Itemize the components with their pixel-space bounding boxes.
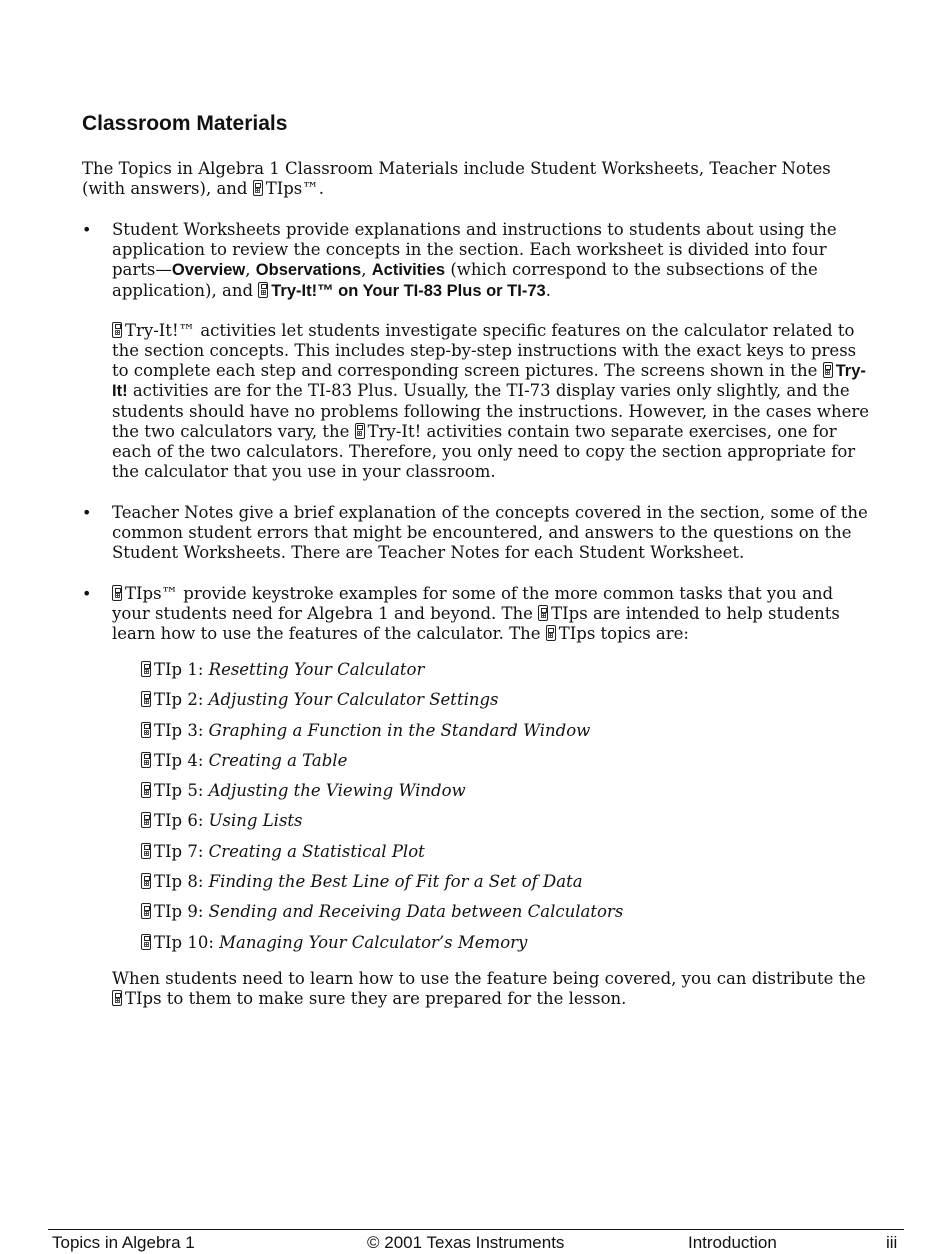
- worksheets-text-2: (which correspond to the subsections of the application), and: [112, 260, 818, 300]
- tryit-bold: Try-It!: [112, 362, 866, 401]
- list-item: TIp 2: Adjusting Your Calculator Settings: [141, 690, 841, 720]
- calculator-icon: [141, 661, 151, 677]
- intro-paragraph: [82, 159, 872, 199]
- footer-page-number: iii: [886, 1233, 898, 1252]
- bullet-dot: •: [82, 584, 92, 603]
- calculator-icon: [112, 322, 122, 338]
- calculator-icon: [141, 903, 151, 919]
- observations-term: Observations: [255, 261, 362, 280]
- calculator-icon: [141, 843, 151, 859]
- list-item: TIp 7: Creating a Statistical Plot: [141, 842, 841, 872]
- calculator-icon: [141, 782, 151, 798]
- list-item: TIp 4: Creating a Table: [141, 751, 841, 781]
- overview-term: Overview: [171, 261, 246, 280]
- calculator-icon: [258, 282, 268, 298]
- tips-text: TIps™ provide keystroke examples for some of the more common tasks that you and your students need for Algebra 1 and beyond. The: [112, 584, 834, 624]
- bullet-body: Teacher Notes give a brief explanation of the concepts covered in the section, some of the common student errors that might be encountered, and answers to the questions on the Student Worksheets. There are Teacher Notes for each Student Worksheet.: [112, 503, 868, 563]
- tips-text-3: TIps topics are:: [558, 624, 689, 644]
- tips-list: [141, 660, 841, 963]
- closing-text: When students need to learn how to use the feature being covered, you can distribute the: [112, 969, 866, 988]
- calculator-icon: [141, 873, 151, 889]
- bullet-dot: •: [82, 503, 92, 522]
- calculator-icon: [538, 605, 548, 621]
- activities-term: Activities: [371, 261, 446, 280]
- closing-paragraph: [112, 969, 872, 1009]
- bullet-dot: •: [82, 220, 92, 239]
- list-item: TIp 6: Using Lists: [141, 811, 841, 841]
- calculator-icon: [141, 691, 151, 707]
- footer-divider: [48, 1229, 904, 1230]
- calculator-icon: [141, 752, 151, 768]
- bullet-body: [112, 220, 872, 482]
- intro-text: The Topics in Algebra 1 Classroom Materials include Student Worksheets, Teacher Notes (with answers), and: [82, 159, 831, 199]
- page-heading: Classroom Materials: [82, 112, 288, 135]
- calculator-icon: [546, 625, 556, 641]
- calculator-icon: [141, 934, 151, 950]
- tryit-text: Try-It!™ activities let students investigate specific features on the calculator related to the section concepts. This includes step-by-step instructions with the exact keys to press to complete each step and corresponding screen pictures. The screens shown in the: [112, 320, 857, 381]
- closing-text-2: TIps to them to make sure they are prepared for the lesson.: [125, 989, 627, 1009]
- tryit-paragraph: [112, 321, 872, 483]
- footer-copyright: © 2001 Texas Instruments: [367, 1233, 565, 1252]
- tryit-text-3: Try-It! activities contain two separate exercises, one for each of the two calculators. Therefore, you only need to copy the section appropriate for the calculator that you use in your classroom.: [112, 421, 856, 482]
- tips-text-2: TIps are intended to help students learn how to use the features of the calculator. The: [112, 604, 840, 644]
- list-item: TIp 5: Adjusting the Viewing Window: [141, 781, 841, 811]
- list-item: TIp 10: Managing Your Calculator’s Memory: [141, 933, 841, 963]
- calculator-icon: [112, 585, 122, 601]
- bullet-body: [112, 584, 872, 645]
- calculator-icon: [141, 722, 151, 738]
- calculator-icon: [253, 180, 263, 196]
- worksheets-text: Student Worksheets provide explanations and instructions to students about using the application to review the concepts in the section. Each worksheet is divided into four parts—: [112, 220, 837, 280]
- calculator-icon: [141, 812, 151, 828]
- worksheets-paragraph: Student Worksheets provide explanations and instructions to students about using the application to review the concepts in the section. Each worksheet is divided into four parts—Overview, Observations, Activities (which correspond to the subsections of the application), and Try-It!™ on Your TI-83 Plus or TI-73.: [112, 220, 837, 300]
- calculator-icon: [355, 423, 365, 439]
- tryit-title: Try-It!™ on Your TI-83 Plus or TI-73: [271, 281, 546, 300]
- calculator-icon: [112, 990, 122, 1006]
- tryit-text-2: activities are for the TI-83 Plus. Usually, the TI-73 display varies only slightly, and the students should have no problems following the instructions. However, in the cases where the two calculators vary, the: [112, 381, 869, 441]
- intro-tips-label: TIps™.: [265, 179, 325, 199]
- footer-book-title: Topics in Algebra 1: [52, 1233, 195, 1252]
- calculator-icon: [823, 362, 833, 378]
- list-item: TIp 9: Sending and Receiving Data between Calculators: [141, 902, 841, 932]
- footer-section: Introduction: [688, 1233, 777, 1252]
- list-item: TIp 8: Finding the Best Line of Fit for a Set of Data: [141, 872, 841, 902]
- list-item: TIp 1: Resetting Your Calculator: [141, 660, 841, 690]
- list-item: TIp 3: Graphing a Function in the Standard Window: [141, 721, 841, 751]
